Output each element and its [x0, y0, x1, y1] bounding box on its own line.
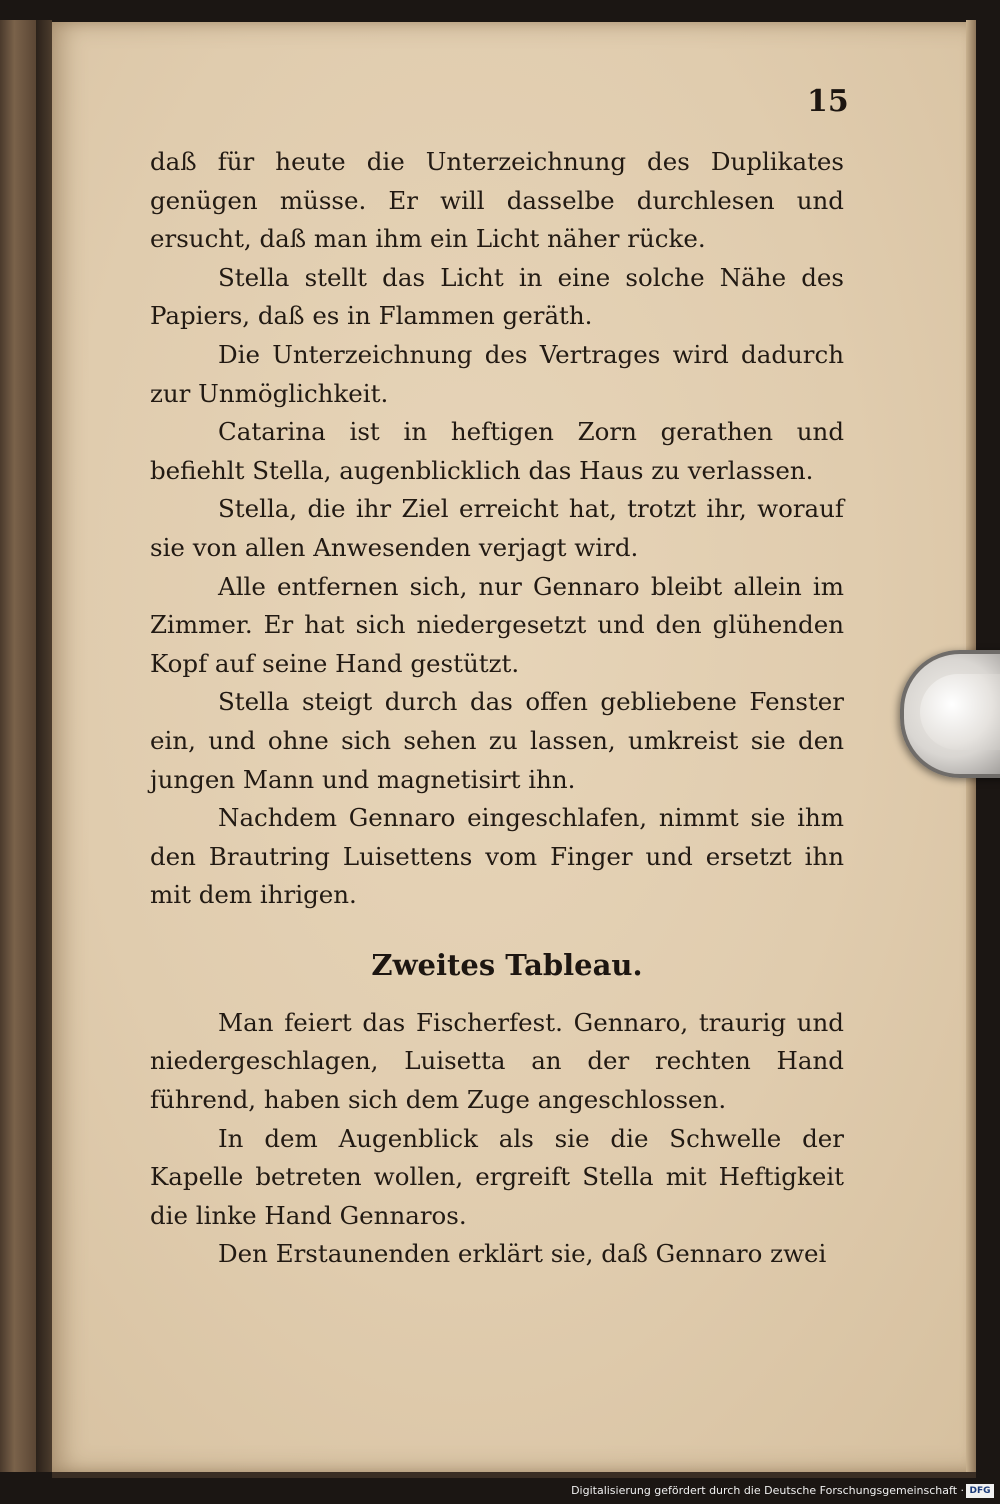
book-gutter [36, 20, 52, 1472]
paragraph: Stella steigt durch das offen gebliebene Fenster ein, und ohne sich sehen zu lassen, umkreist sie den jungen Mann und magnetisirt ihn. [150, 687, 844, 794]
page-clip-highlight [920, 674, 1000, 750]
paragraph: Stella, die ihr Ziel erreicht hat, trotzt ihr, worauf sie von allen Anwesenden verjagt wird. [150, 494, 844, 562]
paragraph: Nachdem Gennaro eingeschlafen, nimmt sie ihm den Brautring Luisettens vom Finger und ersetzt ihn mit dem ihrigen. [150, 803, 844, 910]
paragraph: Stella stellt das Licht in eine solche Nähe des Papiers, daß es in Flammen geräth. [150, 262, 844, 331]
dfg-logo-icon: DFG [966, 1484, 994, 1498]
paragraph: In dem Augenblick als sie die Schwelle der Kapelle betreten wollen, ergreift Stella mit Heftigkeit die linke Hand Gennaros. [150, 1123, 844, 1230]
paragraph: Alle entfernen sich, nur Gennaro bleibt allein im Zimmer. Er hat sich niedergesetzt und den glühenden Kopf auf seine Hand gestützt. [150, 571, 844, 678]
previous-page-edge [0, 20, 36, 1472]
paragraph: Die Unterzeichnung des Vertrages wird dadurch zur Unmöglichkeit. [150, 339, 844, 408]
digitization-credit: Digitalisierung gefördert durch die Deutsche Forschungsgemeinschaft · [571, 1484, 964, 1497]
paragraph: Catarina ist in heftigen Zorn gerathen und befiehlt Stella, augenblicklich das Haus zu verlassen. [150, 417, 844, 485]
paragraph: Den Erstaunenden erklärt sie, daß Gennaro zwei [218, 1239, 827, 1269]
paragraph: daß für heute die Unterzeichnung des Duplikates genügen müsse. Er will dasselbe durchlesen und ersucht, daß man ihm ein Licht näher rücke. [150, 147, 844, 254]
section-heading: Zweites Tableau. [371, 947, 643, 982]
body-text [150, 143, 844, 1274]
paragraph: Man feiert das Fischerfest. Gennaro, traurig und niedergeschlagen, Luisetta an der rechten Hand führend, haben sich dem Zuge angeschlossen. [150, 1007, 844, 1115]
page-number: 15 [807, 84, 849, 119]
page-bottom-edge [52, 1472, 976, 1478]
